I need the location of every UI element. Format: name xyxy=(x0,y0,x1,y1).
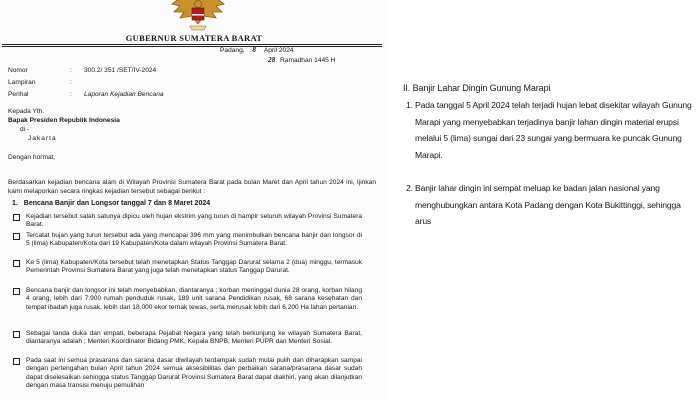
list-item xyxy=(26,259,362,276)
header-rule-thin xyxy=(2,46,382,47)
date-day: 8 xyxy=(252,46,257,54)
list-item-text: Banjir lahar dingin ini sempat meluap ke badan jalan nasional yang menghubungkan antara Kota Padang dengan Kota Bukittinggi, sehingga arus xyxy=(415,183,681,226)
nomor-colon: : xyxy=(70,67,72,74)
checkbox-bullet-icon xyxy=(13,331,20,338)
date-line xyxy=(220,46,294,55)
section-title-text: Bencana Banjir dan Longsor tanggal 7 dan 8 Maret 2024 xyxy=(23,200,211,207)
list-item-number: 2. xyxy=(406,183,413,193)
list-item-text: Kejadian tersebut salah satunya dipicu oleh hujan ekstrim yang turun di hampir seluruh wilayah Provinsi Sumatera Barat. xyxy=(26,213,362,229)
perihal-label: Perihal xyxy=(8,91,29,98)
list-item xyxy=(26,232,362,249)
header-rule xyxy=(2,44,382,45)
perihal-value: Laporan Kejadian Bencana xyxy=(84,91,164,98)
letter-page-2 xyxy=(392,0,700,400)
section-1-title xyxy=(12,200,210,207)
list-item xyxy=(26,287,362,312)
checkbox-bullet-icon xyxy=(13,358,20,365)
list-item xyxy=(26,213,362,230)
hijri-date xyxy=(268,56,335,65)
list-item-text: Pada saat ini semua prasarana dan sarana dasar diwilayah terdampak sudah mulai pulih dan diharapkan sampai dengan pertengahan bulan April tahun 2024 semua aksesibilitas dan perbaikan sarana/prasarana dasar sudah dapat diselesaikan sehingga status Tanggap Darurat Provinsi Sumatera Barat dapat diakhiri, yang akan dilanjutkan dengan masa transisi menuju pemulihan xyxy=(26,357,362,389)
garuda-emblem-icon xyxy=(170,0,226,32)
checkbox-bullet-icon xyxy=(13,288,20,295)
perihal-colon: : xyxy=(70,91,72,98)
intro-paragraph: Berdasarkan kejadian bencana alam di Wilayah Provinsi Sumatera Barat pada bulan Maret dan April tahun 2024 ini, Ijinkan kami melaporkan secara ringkas kejadian tersebut sebagai berikut : xyxy=(8,179,376,195)
list-item xyxy=(26,357,362,390)
section-2-title: II. Banjir Lahar Dingin Gunung Marapi xyxy=(403,83,551,93)
recipient: Bapak Presiden Republik Indonesia xyxy=(8,117,120,124)
date-place: Padang, xyxy=(220,47,245,54)
lampiran-colon: : xyxy=(70,79,72,86)
list-item-text: Tercatat hujan yang turun tersebut ada yang mencapai 396 mm yang menimbulkan bencana banjir dan longsor di 5 (lima) Kabupaten/Kota dari 19 Kabupaten/Kota dalam wilayah Provinsi Sumatera Barat. xyxy=(26,232,362,248)
checkbox-bullet-icon xyxy=(13,214,20,221)
list-item-number: 1. xyxy=(406,100,413,110)
checkbox-bullet-icon xyxy=(13,233,20,240)
hijri-day: 28 xyxy=(268,56,276,64)
list-item xyxy=(406,97,695,163)
list-item-text: Bencana banjir dan longsor ini telah menyebabkan, diantaranya ; korban meninggal dunia 28 orang, korban hilang 4 orang, lebih dari 7.900 rumah penduduk rusak, 189 unit sarana Pendidikan rusak, 68 sarana kesehatan dan tempat ibadah juga rusak, lebih dari 18.000 ekor ternak tewas, serta merusak lebih dari 6.200 Ha lahan pertanian. xyxy=(26,287,362,311)
list-item xyxy=(406,180,695,230)
checkbox-bullet-icon xyxy=(13,260,20,267)
date-month-year: April 2024 xyxy=(263,47,294,54)
letter-header-title: GUBERNUR SUMATERA BARAT xyxy=(125,33,263,43)
di-label: di - xyxy=(20,126,30,133)
list-item xyxy=(26,330,362,347)
city: Jakarta xyxy=(28,135,57,142)
kepada-label: Kepada Yth. xyxy=(8,108,45,115)
nomor-label: Nomor xyxy=(8,67,28,74)
list-item-text: Pada tanggal 5 April 2024 telah terjadi hujan lebat disekitar wilayah Gunung Marapi yang menyebabkan terjadinya banjir lahan dingin material erupsi melalui 5 (lima) sungai dari 23 sungai yang bermuara ke puncak Gunung Marapi. xyxy=(415,100,692,160)
list-item-text: Ke 5 (lima) Kabupaten/Kota tersebut telah menetapkan Status Tanggap Darurat selama 2 (dua) minggu, termasuk Pemerintah Provinsi Sumatera Barat yang juga telah menetapkan status Tanggap Darurat. xyxy=(26,259,362,275)
section-number: 1. xyxy=(12,200,18,207)
list-item-text: Sebagai tanda duka dan empati, beberapa Pejabat Negara yang telah berkunjung ke wilayah Sumatera Barat, diantaranya adalah ; Menteri Koordinator Bidang PMK, Kepala BNPB, Menteri PUPR dan Menteri Sosial. xyxy=(26,330,362,346)
lampiran-label: Lampiran xyxy=(8,79,36,86)
hijri-rest: Ramadhan 1445 H xyxy=(280,57,336,64)
nomor-value: 300.2/ 351 /SET/IV-2024 xyxy=(84,67,157,74)
greeting: Dengan hormat, xyxy=(8,154,56,161)
